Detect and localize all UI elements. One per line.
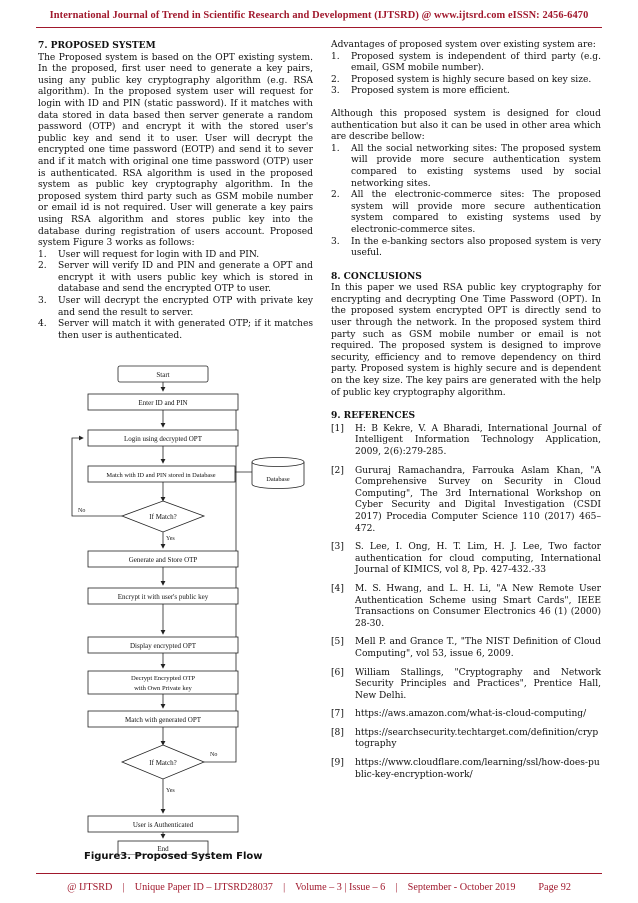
references-list (331, 424, 601, 781)
reference-item (331, 584, 601, 630)
flow-no-2: No (210, 752, 218, 758)
reference-item (331, 728, 601, 751)
reference-number: [7] (331, 709, 344, 720)
item-text: All the electronic-commerce sites: The proposed system will provide more secure authentication system compared to existing systems used by electronic-commerce sites. (351, 190, 601, 235)
reference-text: S. Lee, I. Ong, H. T. Lim, H. J. Lee, Two factor authentication for cloud computing, International Journal of KIMICS, vol 8, Pp. 427-432.-33 (355, 542, 601, 576)
reference-item (331, 758, 601, 781)
reference-number: [1] (331, 423, 344, 434)
list-item (331, 144, 601, 190)
usage-list (331, 144, 601, 260)
item-number: 3. (38, 296, 47, 307)
flow-start-label: Start (156, 371, 170, 379)
reference-text: William Stallings, "Cryptography and Network Security Principles and Practices", Prentice Hall, New Delhi. (355, 667, 601, 701)
item-number: 4. (38, 319, 47, 330)
advantages-intro: Advantages of proposed system over existing system are: (331, 40, 596, 50)
flow-yes-1: Yes (166, 536, 175, 542)
flow-match-db-label: Match with ID and PIN stored in Database (106, 472, 216, 479)
flow-decrypt-label-1: Decrypt Encrypted OTP (130, 675, 196, 682)
item-number: 1. (331, 143, 340, 154)
list-item (38, 296, 313, 319)
flow-decision-1-label: If Match? (149, 513, 177, 521)
reference-text: https://aws.amazon.com/what-is-cloud-computing/ (355, 709, 587, 720)
reference-item (331, 709, 601, 721)
list-item (331, 52, 601, 75)
header-rule (36, 27, 602, 28)
flow-enter-label: Enter ID and PIN (138, 399, 188, 407)
flow-no-1: No (78, 508, 86, 514)
item-number: 2. (331, 190, 340, 201)
proposed-system-paragraph: The Proposed system is based on the OPT existing system. In the proposed, first user need to generate a key pairs, using any public key cryptography algorithm (e.g. RSA algorithm). In the proposed system user will request for login with ID and PIN (static password). If it matches with data stored in data based then server generate a random password (OTP) and encrypt it with the stored user's public key and send it to user. User will decrypt the encrypted one time password (EOTP) and send it to sever and if it match with original one time password (OTP) user is authenticated. RSA algorithm is used in the proposed system as public key cryptography algorithm. In the proposed system third party such as GSM mobile number or email id is not required. User will generate a key pairs using RSA algorithm and stores public key into the database during registration of users account. Proposed system Figure 3 works as follows: (38, 52, 313, 249)
list-item (38, 250, 313, 262)
section-title-proposed-system: 7. PROPOSED SYSTEM (38, 40, 156, 51)
item-number: 2. (38, 261, 47, 272)
reference-text: https://searchsecurity.techtarget.com/definition/cryptography (355, 727, 599, 750)
flow-yes-2: Yes (166, 788, 175, 794)
reference-text: Mell P. and Grance T., "The NIST Definition of Cloud Computing", vol 53, issue 6, 2009. (355, 637, 601, 659)
reference-text: https://www.cloudflare.com/learning/ssl/how-does-public-key-encryption-work/ (355, 758, 600, 780)
advantages-list (331, 52, 601, 98)
reference-item (331, 542, 601, 577)
flow-database (252, 458, 304, 489)
item-text: In the e-banking sectors also proposed system is very useful. (351, 236, 601, 259)
flow-generate-label: Generate and Store OTP (128, 556, 198, 564)
flow-end-label: End (157, 845, 169, 853)
item-number: 2. (331, 74, 340, 85)
reference-text: H: B Kekre, V. A Bharadi, International Journal of Intelligent Information Technology Application, 2009, 2(6):279-285. (355, 423, 601, 457)
flow-login-label: Login using decrypted OPT (124, 435, 202, 443)
reference-item (331, 637, 601, 660)
right-column (331, 40, 601, 788)
flow-auth-label: User is Authenticated (132, 821, 194, 829)
usage-intro: Although this proposed system is designed for cloud authentication but also it can be used in other area which are describe bellow: (331, 108, 601, 143)
list-item (331, 237, 601, 260)
proposed-system-flowchart (60, 360, 310, 855)
conclusions-paragraph: In this paper we used RSA public key cryptography for encrypting and decrypting One Time Password (OPT). In the proposed system encrypted OPT is directly send to user through the network. In the proposed system third party such as GSM mobile number or email is not required. The proposed system is designed to improve security, efficiency and to remove dependency on third party. Proposed system is highly secure and is dependent on the key size. The key pairs are generated with the help of public key cryptography algorithm. (331, 283, 601, 398)
flow-display-label: Display encrypted OPT (129, 642, 197, 650)
item-text: Proposed system is more efficient. (351, 86, 510, 97)
steps-list (38, 250, 313, 343)
reference-number: [2] (331, 465, 344, 476)
flow-decision-2-label: If Match? (149, 759, 177, 767)
item-text: User will decrypt the encrypted OTP with private key and send the result to server. (58, 296, 313, 318)
reference-item (331, 668, 601, 703)
page-footer: @ IJTSRD | Unique Paper ID – IJTSRD28037 | Volume – 3 | Issue – 6 | September - October 2019 Page 92 (67, 882, 571, 893)
item-text: User will request for login with ID and PIN. (58, 249, 260, 260)
list-item (331, 86, 601, 98)
reference-number: [9] (331, 758, 344, 769)
reference-number: [8] (331, 727, 344, 738)
list-item (331, 190, 601, 236)
list-item (331, 75, 601, 87)
left-column (38, 40, 313, 342)
reference-number: [4] (331, 583, 344, 594)
footer-rule (36, 873, 602, 874)
list-item (38, 319, 313, 342)
section-title-references: 9. REFERENCES (331, 410, 416, 422)
item-text: Server will match it with generated OTP; if it matches then user is authenticated. (58, 319, 313, 341)
item-number: 1. (331, 51, 340, 62)
section-title-conclusions: 8. CONCLUSIONS (331, 270, 422, 282)
reference-number: [6] (331, 667, 344, 678)
list-item (38, 261, 313, 296)
item-text: Proposed system is highly secure based on key size. (351, 74, 592, 85)
flow-database-label: Database (266, 476, 290, 483)
item-number: 3. (331, 236, 340, 247)
item-number: 1. (38, 249, 47, 260)
journal-header: International Journal of Trend in Scientific Research and Development (IJTSRD) @ www.ijtsrd.com eISSN: 2456-6470 (49, 10, 589, 21)
reference-item (331, 466, 601, 536)
item-number: 3. (331, 86, 340, 97)
reference-number: [3] (331, 542, 344, 553)
flow-match-gen-label: Match with generated OPT (124, 716, 202, 724)
item-text: All the social networking sites: The proposed system will provide more secure authentication system compared to existing systems used by social networking sites. (351, 143, 601, 189)
flow-encrypt-label: Encrypt it with user's public key (117, 593, 209, 601)
flow-decrypt-label-2: with Own Private key (134, 685, 192, 692)
item-text: Proposed system is independent of third party (e.g. email, GSM mobile number). (351, 51, 601, 74)
reference-item (331, 424, 601, 459)
figure-caption: Figure3. Proposed System Flow (84, 851, 263, 862)
reference-text: Gururaj Ramachandra, Farrouka Aslam Khan, "A Comprehensive Survey on Security in Cloud Computing", The 3rd International Workshop on Cyber Security and Digital Investigation (CSDI 2017) Procedia Computer Science 110 (2017) 465–472. (355, 465, 601, 534)
reference-text: M. S. Hwang, and L. H. Li, "A New Remote User Authentication Scheme using Smart Cards", IEEE Transactions on Consumer Electronics 46 (1) (2000) 28-30. (355, 583, 601, 629)
reference-number: [5] (331, 637, 344, 648)
item-text: Server will verify ID and PIN and generate a OPT and encrypt it with users public key which is stored in database and send the encrypted OTP to user. (58, 261, 313, 295)
